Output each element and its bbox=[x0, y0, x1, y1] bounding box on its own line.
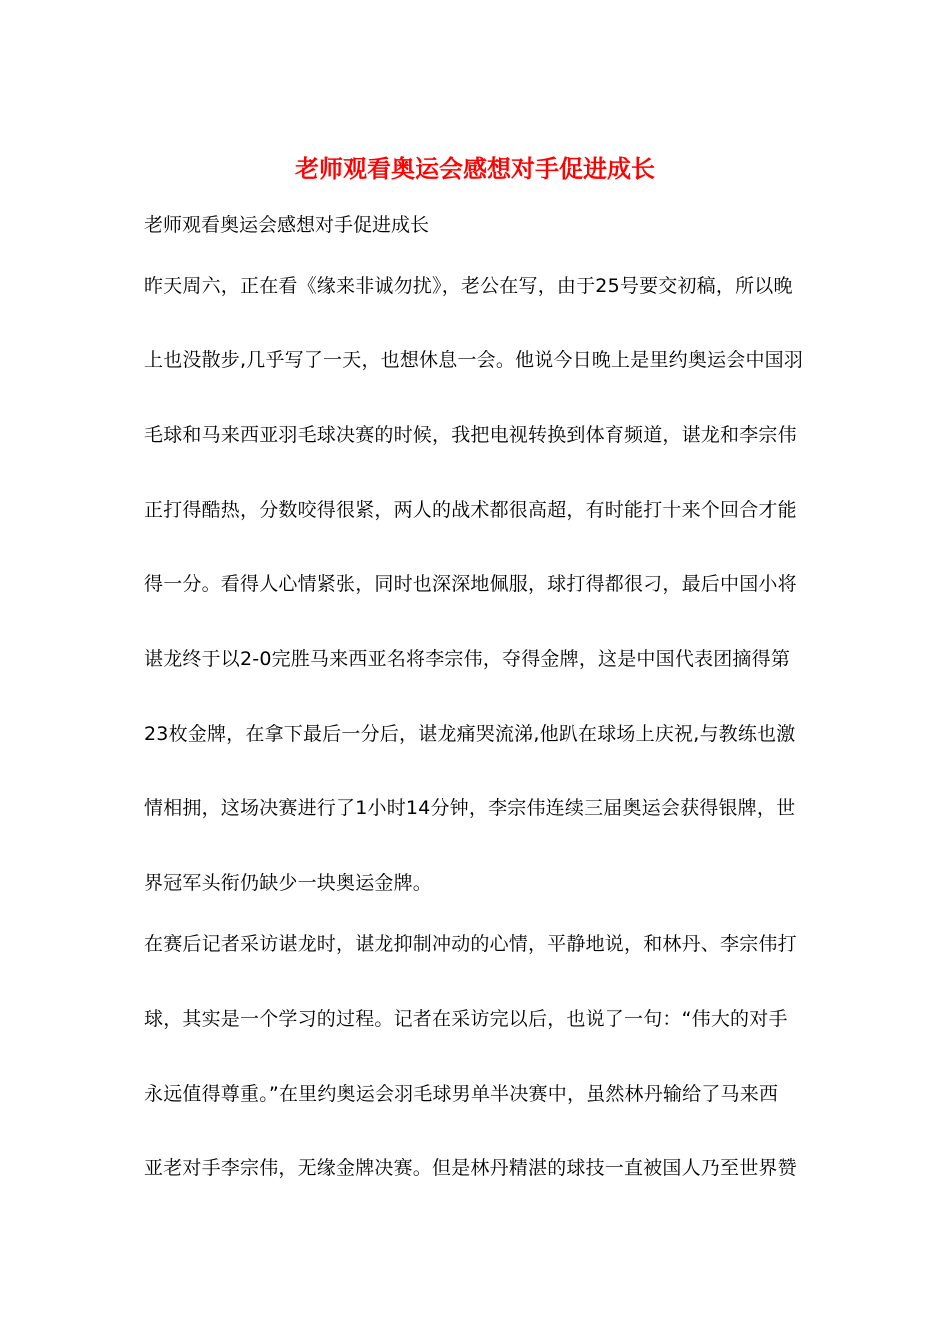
body-line-4: 正打得酷热，分数咬得很紧，两人的战术都很高超，有时能打十来个回合才能 bbox=[144, 499, 797, 521]
body-line-9: 界冠军头衔仍缺少一块奥运金牌。 bbox=[144, 872, 433, 894]
body-line-6: 谌龙终于以2-0完胜马来西亚名将李宗伟，夺得金牌，这是中国代表团摘得第 bbox=[144, 648, 791, 670]
body-line-2: 上也没散步,几乎写了一天，也想休息一会。他说今日晚上是里约奥运会中国羽 bbox=[144, 349, 804, 371]
document-title: 老师观看奥运会感想对手促进成长 bbox=[295, 154, 655, 183]
body-line-7: 23枚金牌，在拿下最后一分后，谌龙痛哭流涕,他趴在球场上庆祝,与教练也激 bbox=[144, 723, 796, 745]
body-line-1: 昨天周六，正在看《缘来非诚勿扰》，老公在写，由于25号要交初稿，所以晚 bbox=[144, 275, 793, 297]
body-line-8: 情相拥，这场决赛进行了1小时14分钟，李宗伟连续三届奥运会获得银牌，世 bbox=[144, 797, 796, 819]
body-line-13: 亚老对手李宗伟，无缘金牌决赛。但是林丹精湛的球技一直被国人乃至世界赞 bbox=[144, 1157, 797, 1179]
body-line-11: 球，其实是一个学习的过程。记者在采访完以后，也说了一句：“伟大的对手 bbox=[144, 1008, 788, 1030]
document-subtitle: 老师观看奥运会感想对手促进成长 bbox=[144, 214, 430, 236]
body-line-10: 在赛后记者采访谌龙时，谌龙抑制冲动的心情，平静地说，和林丹、李宗伟打 bbox=[144, 933, 797, 955]
body-line-5: 得一分。看得人心情紧张，同时也深深地佩服，球打得都很刁，最后中国小将 bbox=[144, 573, 797, 595]
body-line-12: 永远值得尊重。”在里约奥运会羽毛球男单半决赛中，虽然林丹输给了马来西 bbox=[144, 1083, 779, 1105]
body-line-3: 毛球和马来西亚羽毛球决赛的时候，我把电视转换到体育频道，谌龙和李宗伟 bbox=[144, 424, 797, 446]
